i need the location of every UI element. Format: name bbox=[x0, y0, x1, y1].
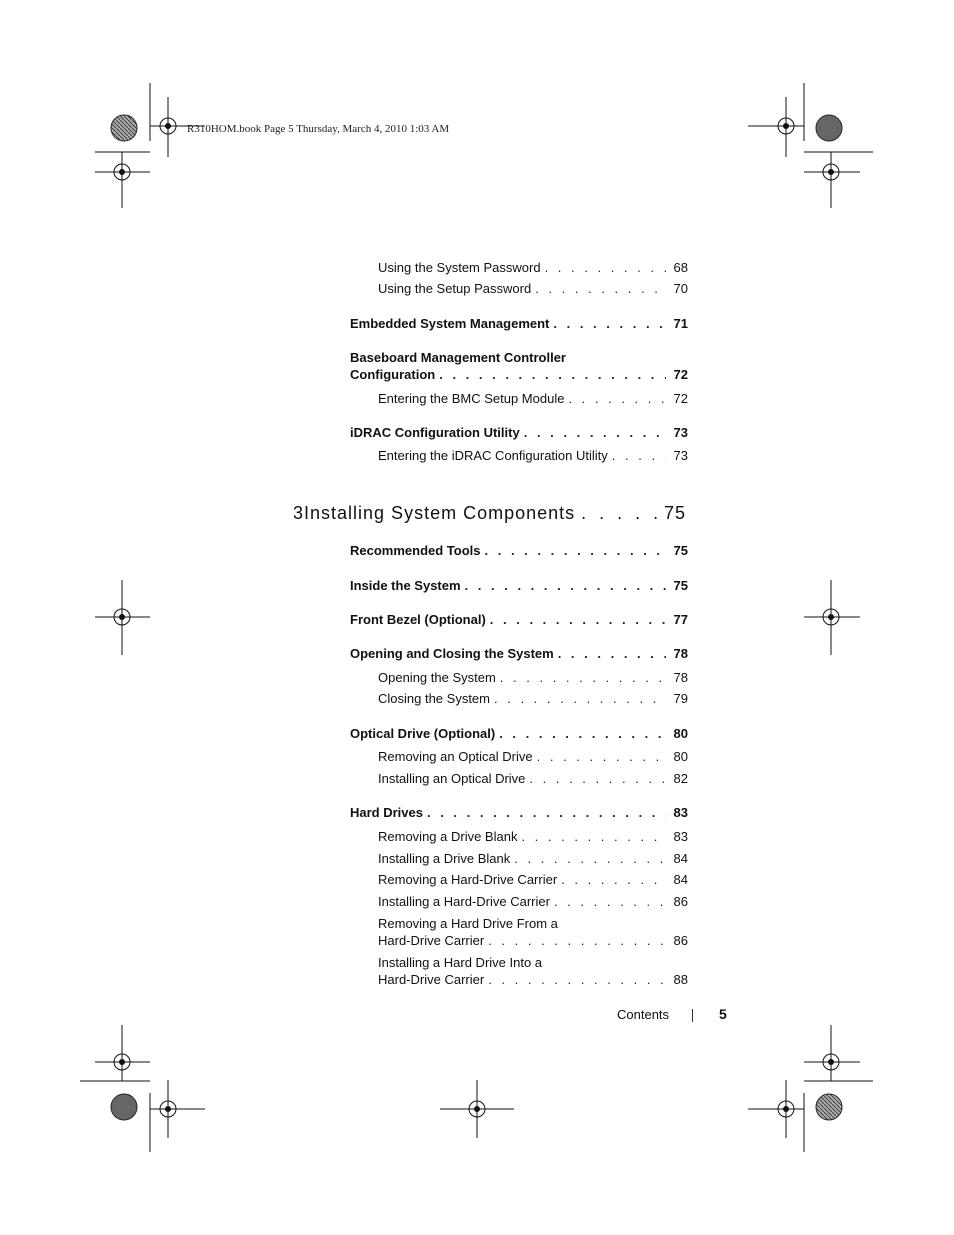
toc-page: 75 bbox=[673, 578, 688, 593]
toc-title: Opening and Closing the System bbox=[350, 646, 554, 661]
toc-title: Inside the System bbox=[350, 578, 461, 593]
toc-page: 73 bbox=[673, 448, 688, 463]
toc-title: Opening the System bbox=[378, 670, 496, 685]
toc-title: Installing a Drive Blank bbox=[378, 851, 511, 866]
toc-entry-installing-optical[interactable] bbox=[378, 771, 688, 787]
toc-title: Front Bezel (Optional) bbox=[350, 612, 486, 627]
toc-title: Embedded System Management bbox=[350, 316, 550, 331]
leader-dots bbox=[490, 691, 666, 707]
footer-page-number: 5 bbox=[719, 1006, 727, 1022]
leader-dots bbox=[495, 726, 666, 742]
leader-dots bbox=[549, 316, 666, 332]
toc-title: Configuration bbox=[350, 367, 436, 382]
chapter-title: Installing System Components bbox=[304, 503, 576, 523]
toc-chapter-3[interactable] bbox=[293, 503, 686, 524]
toc-entry-entering-bmc[interactable] bbox=[378, 391, 688, 407]
toc-title: Installing a Hard-Drive Carrier bbox=[378, 894, 550, 909]
toc-entry-recommended-tools[interactable] bbox=[350, 543, 688, 559]
toc-page: 72 bbox=[673, 367, 688, 382]
toc-entry-removing-optical[interactable] bbox=[378, 749, 688, 765]
toc-title: Entering the iDRAC Configuration Utility bbox=[378, 448, 608, 463]
leader-dots bbox=[486, 612, 666, 628]
toc-title: Using the Setup Password bbox=[378, 281, 532, 296]
toc-title: Closing the System bbox=[378, 691, 490, 706]
toc-entry-optical-drive[interactable] bbox=[350, 726, 688, 742]
toc-page: 84 bbox=[673, 872, 688, 887]
leader-dots bbox=[608, 448, 666, 464]
footer-section-label: Contents bbox=[617, 1007, 670, 1022]
toc-title: Optical Drive (Optional) bbox=[350, 726, 496, 741]
leader-dots bbox=[575, 503, 658, 524]
toc-page: 73 bbox=[673, 425, 688, 440]
toc-page: 82 bbox=[673, 771, 688, 786]
toc-page: 83 bbox=[673, 829, 688, 844]
toc-title: Hard-Drive Carrier bbox=[378, 972, 485, 987]
toc-page: 80 bbox=[673, 726, 688, 741]
toc-page: 78 bbox=[673, 670, 688, 685]
toc-entry-installing-blank[interactable] bbox=[378, 851, 688, 867]
toc-page: 79 bbox=[673, 691, 688, 706]
toc-entry-installing-into-carrier[interactable] bbox=[378, 972, 688, 988]
leader-dots bbox=[484, 972, 666, 988]
toc-entry-installing-carrier[interactable] bbox=[378, 894, 688, 910]
toc-entry-removing-blank[interactable] bbox=[378, 829, 688, 845]
toc-title-line1: Baseboard Management Controller bbox=[350, 350, 566, 365]
toc-page: 70 bbox=[673, 281, 688, 296]
toc-page: 78 bbox=[673, 646, 688, 661]
leader-dots bbox=[461, 578, 666, 594]
toc-entry-entering-idrac[interactable] bbox=[378, 448, 688, 464]
toc-title: iDRAC Configuration Utility bbox=[350, 425, 520, 440]
toc-title: Removing a Drive Blank bbox=[378, 829, 518, 844]
toc-page: 86 bbox=[673, 933, 688, 948]
leader-dots bbox=[517, 829, 666, 845]
leader-dots bbox=[520, 425, 666, 441]
toc-title: Removing an Optical Drive bbox=[378, 749, 533, 764]
toc-page: 84 bbox=[673, 851, 688, 866]
toc-entry-removing-carrier[interactable] bbox=[378, 872, 688, 888]
toc-page: 77 bbox=[673, 612, 688, 627]
leader-dots bbox=[496, 670, 666, 686]
leader-dots bbox=[525, 771, 666, 787]
toc-page: 83 bbox=[673, 805, 688, 820]
leader-dots bbox=[484, 933, 666, 949]
toc-entry-hard-drives[interactable] bbox=[350, 805, 688, 821]
chapter-page: 75 bbox=[663, 503, 686, 523]
leader-dots bbox=[550, 894, 666, 910]
toc-entry-embedded-system-management[interactable] bbox=[350, 316, 688, 332]
toc-title: Using the System Password bbox=[378, 260, 541, 275]
toc-title-line1: Installing a Hard Drive Into a bbox=[378, 955, 543, 970]
leader-dots bbox=[531, 281, 666, 297]
toc-title: Installing an Optical Drive bbox=[378, 771, 526, 786]
toc-entry-using-setup-password[interactable] bbox=[378, 281, 688, 297]
toc-page: 86 bbox=[673, 894, 688, 909]
leader-dots bbox=[435, 367, 666, 383]
chapter-number: 3 bbox=[293, 503, 305, 523]
toc-page: 75 bbox=[673, 543, 688, 558]
footer-divider bbox=[692, 1009, 693, 1022]
leader-dots bbox=[557, 872, 666, 888]
leader-dots bbox=[554, 646, 666, 662]
toc-entry-opening-closing[interactable] bbox=[350, 646, 688, 662]
toc-entry-opening-system[interactable] bbox=[378, 670, 688, 686]
leader-dots bbox=[481, 543, 666, 559]
toc-entry-front-bezel[interactable] bbox=[350, 612, 688, 628]
toc-entry-removing-from-carrier[interactable] bbox=[378, 933, 688, 949]
toc-title: Entering the BMC Setup Module bbox=[378, 391, 565, 406]
toc-page: 71 bbox=[673, 316, 688, 331]
leader-dots bbox=[541, 260, 666, 276]
toc-page: 72 bbox=[673, 391, 688, 406]
leader-dots bbox=[533, 749, 666, 765]
toc-page: 80 bbox=[673, 749, 688, 764]
toc-title: Recommended Tools bbox=[350, 543, 481, 558]
toc-entry-bmc-configuration[interactable] bbox=[350, 367, 688, 383]
toc-title: Hard Drives bbox=[350, 805, 423, 820]
toc-entry-inside-the-system[interactable] bbox=[350, 578, 688, 594]
toc-title-line1: Removing a Hard Drive From a bbox=[378, 916, 558, 931]
toc-entry-idrac-configuration[interactable] bbox=[350, 425, 688, 441]
toc-page: 88 bbox=[673, 972, 688, 987]
toc-title: Removing a Hard-Drive Carrier bbox=[378, 872, 558, 887]
leader-dots bbox=[423, 805, 666, 821]
toc-page: 68 bbox=[673, 260, 688, 275]
toc-entry-using-system-password[interactable] bbox=[378, 260, 688, 276]
book-slug: R310HOM.book Page 5 Thursday, March 4, 2010 1:03 AM bbox=[187, 123, 450, 135]
toc-entry-closing-system[interactable] bbox=[378, 691, 688, 707]
leader-dots bbox=[510, 851, 666, 867]
leader-dots bbox=[564, 391, 666, 407]
toc-title: Hard-Drive Carrier bbox=[378, 933, 485, 948]
